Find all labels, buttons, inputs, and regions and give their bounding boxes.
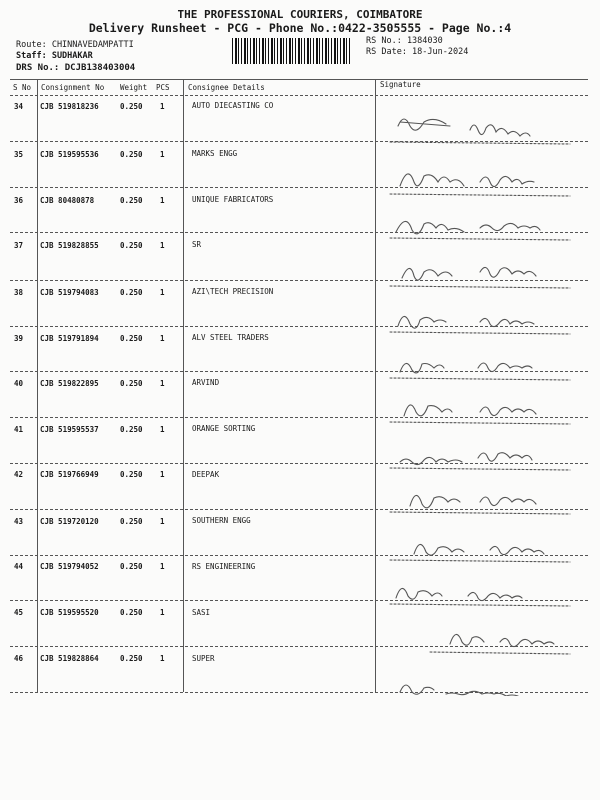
row-sno: 37 (14, 241, 24, 250)
company-title: THE PROFESSIONAL COURIERS, COIMBATORE (177, 8, 423, 21)
row-consignment: CJB 519828864 (40, 654, 99, 663)
row-consignee: SOUTHERN ENGG (192, 516, 251, 525)
row-consignment: CJB 519791894 (40, 334, 99, 343)
handwritten-signatures (380, 96, 600, 696)
row-consignee: ARVIND (192, 378, 220, 387)
row-weight: 0.250 (120, 425, 143, 434)
row-consignee: DEEPAK (192, 470, 220, 479)
route-label: Route: CHINNAVEDAMPATTI (16, 40, 134, 50)
row-sno: 40 (14, 379, 24, 388)
row-weight: 0.250 (120, 562, 143, 571)
row-pcs: 1 (160, 196, 165, 205)
row-pcs: 1 (160, 608, 165, 617)
row-sno: 39 (14, 334, 24, 343)
row-consignment: CJB 519595520 (40, 608, 99, 617)
row-weight: 0.250 (120, 334, 143, 343)
row-sno: 35 (14, 150, 24, 159)
row-sno: 41 (14, 425, 24, 434)
row-consignment: CJB 519766949 (40, 470, 99, 479)
row-consignee: AZI\TECH PRECISION (192, 287, 274, 296)
row-consignment: CJB 519818236 (40, 102, 99, 111)
row-pcs: 1 (160, 379, 165, 388)
row-consignee: RS ENGINEERING (192, 562, 256, 571)
row-consignment: CJB 519720120 (40, 517, 99, 526)
row-sno: 38 (14, 288, 24, 297)
runsheet-subtitle: Delivery Runsheet - PCG - Phone No.:0422-3505555 - Page No.:4 (88, 21, 512, 35)
row-weight: 0.250 (120, 196, 143, 205)
row-pcs: 1 (160, 654, 165, 663)
row-consignee: MARKS ENGG (192, 149, 238, 158)
row-sno: 46 (14, 654, 24, 663)
row-consignment: CJB 519828855 (40, 241, 99, 250)
col-header-consignment: Consignment No (41, 83, 105, 92)
row-consignment: CJB 519595537 (40, 425, 99, 434)
row-consignee: AUTO DIECASTING CO (192, 101, 274, 110)
row-weight: 0.250 (120, 102, 143, 111)
row-consignee: UNIQUE FABRICATORS (192, 195, 274, 204)
rs-number: RS No.: 1384030 (366, 36, 443, 46)
row-consignee: SR (192, 240, 202, 249)
row-consignment: CJB 519595536 (40, 150, 99, 159)
row-consignment: CJB 519794052 (40, 562, 99, 571)
col-header-weight: Weight (120, 83, 148, 92)
row-sno: 36 (14, 196, 24, 205)
row-sno: 34 (14, 102, 24, 111)
row-pcs: 1 (160, 334, 165, 343)
row-consignee: ALV STEEL TRADERS (192, 333, 269, 342)
row-consignment: CJB 80480878 (40, 196, 95, 205)
row-weight: 0.250 (120, 288, 143, 297)
row-pcs: 1 (160, 241, 165, 250)
row-pcs: 1 (160, 102, 165, 111)
staff-label: Staff: SUDHAKAR (16, 51, 93, 61)
row-pcs: 1 (160, 150, 165, 159)
row-pcs: 1 (160, 425, 165, 434)
row-consignee: SASI (192, 608, 211, 617)
row-pcs: 1 (160, 562, 165, 571)
row-pcs: 1 (160, 470, 165, 479)
col-header-sno: S No (13, 83, 32, 92)
col-header-signature: Signature (380, 80, 421, 89)
barcode (232, 38, 350, 64)
row-weight: 0.250 (120, 608, 143, 617)
row-pcs: 1 (160, 288, 165, 297)
row-weight: 0.250 (120, 517, 143, 526)
row-weight: 0.250 (120, 241, 143, 250)
row-consignee: SUPER (192, 654, 215, 663)
row-weight: 0.250 (120, 654, 143, 663)
row-weight: 0.250 (120, 150, 143, 159)
row-pcs: 1 (160, 517, 165, 526)
row-sno: 43 (14, 517, 24, 526)
col-header-consignee: Consignee Details (188, 83, 265, 92)
table-top-border (10, 79, 588, 80)
row-sno: 45 (14, 608, 24, 617)
drs-number: DRS No.: DCJB138403004 (16, 63, 136, 73)
row-sno: 42 (14, 470, 24, 479)
row-weight: 0.250 (120, 470, 143, 479)
row-consignee: ORANGE SORTING (192, 424, 256, 433)
row-consignment: CJB 519794083 (40, 288, 99, 297)
col-header-pcs: PCS (156, 83, 170, 92)
row-weight: 0.250 (120, 379, 143, 388)
row-consignment: CJB 519822895 (40, 379, 99, 388)
rs-date: RS Date: 18-Jun-2024 (366, 47, 469, 57)
row-sno: 44 (14, 562, 24, 571)
